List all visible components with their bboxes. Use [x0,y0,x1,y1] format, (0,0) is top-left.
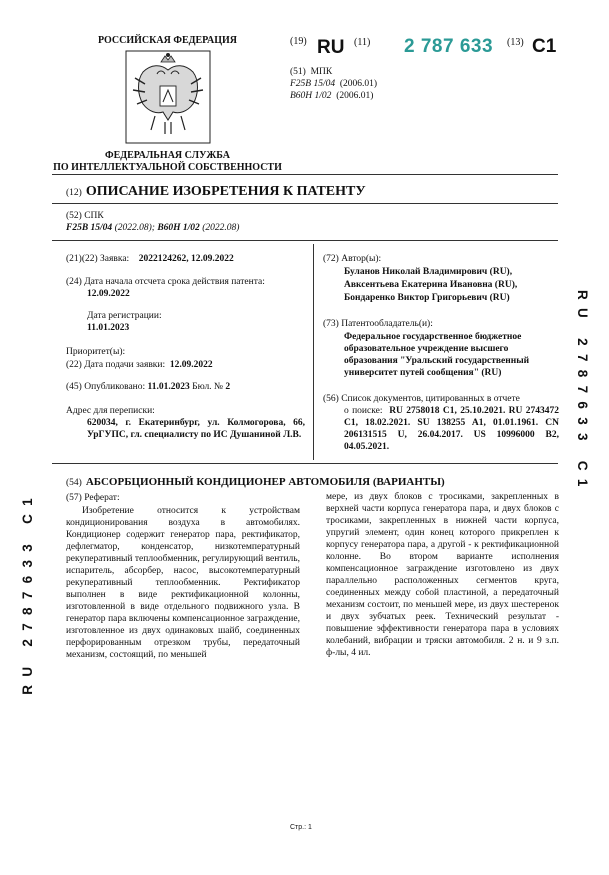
mpk-entry: F25B 15/04 (2006.01) [290,79,378,89]
authors-label: (72) Автор(ы): [323,254,382,264]
mpk-entry: B60H 1/02 (2006.01) [290,91,374,101]
inid-19: (19) [290,36,307,47]
cited-label: (56) Список документов, цитированных в отчете [323,394,520,404]
term-start-date: 12.09.2022 [87,289,130,299]
kind-code: C1 [532,36,557,57]
term-start: (24) Дата начала отсчета срока действия патента: [66,277,265,287]
author-name: Бондаренко Виктор Григорьевич (RU) [344,293,510,303]
abstract-label: (57) Реферат: [66,493,120,503]
column-divider [313,244,314,460]
spk-value: F25B 15/04 (2022.08); B60H 1/02 (2022.08) [66,223,240,233]
abstract-column-1: Изобретение относится к устройствам кондиционирования воздуха в автомобилях. Кондиционер содержит генератор пара, ректификатор, дефлегматор, конденсатор, низкотемпературный рекуперативный теплообменник, регулирующий вентиль, испаритель, абсорбер, насос, высокотемпературный рекуперативный теплообменник. Ректификатор выполнен в виде ректификационной колонны, изготовленной в виде отдельного подвижного узла. В генератор пара включены компенсационное заграждение, изготовленное из двух одинаковых шайб, соединенных перфорированным отрезком трубы, передаточный механизм, состоящий, по меньшей [66,506,300,660]
side-patent-code: RU 2787633 C1 [575,290,590,495]
coat-of-arms-emblem-icon [125,50,211,144]
author-name: Авксентьева Екатерина Ивановна (RU), [344,280,518,290]
side-patent-code: RU 2787633 C1 [20,490,35,695]
patent-number: 2 787 633 [404,36,494,57]
country-name: РОССИЙСКАЯ ФЕДЕРАЦИЯ [97,35,237,46]
owner-value: Федеральное государственное бюджетное образовательное учреждение высшего образования "Уральский государственный университет путей сообщения" (RU) [344,332,530,378]
publication: (45) Опубликовано: 11.01.2023 Бюл. № 2 [66,382,231,392]
country-code: RU [317,37,345,58]
priority-label: Приоритет(ы): [66,347,126,357]
divider [52,240,558,241]
address-value: 620034, г. Екатеринбург, ул. Колмогорова, 66, УрГУПС, гл. специалисту по ИС Душаниной Л.В. [87,418,305,440]
application: (21)(22) Заявка: 2022124262, 12.09.2022 [66,254,234,264]
inid-13: (13) [507,37,524,48]
filing-date: (22) Дата подачи заявки: 12.09.2022 [66,360,213,370]
address-label: Адрес для переписки: [66,406,155,416]
divider [52,174,558,175]
owner-label: (73) Патентообладатель(и): [323,319,433,329]
invention-title: (54) АБСОРБЦИОННЫЙ КОНДИЦИОНЕР АВТОМОБИЛЯ (ВАРИАНТЫ) [66,476,445,488]
agency-name: ФЕДЕРАЛЬНАЯ СЛУЖБА ПО ИНТЕЛЛЕКТУАЛЬНОЙ СОБСТВЕННОСТИ [53,150,282,173]
spk-heading: (52) СПК [66,211,104,221]
inid-11: (11) [354,37,371,48]
author-name: Буланов Николай Владимирович (RU), [344,267,513,277]
abstract-column-2: мере, из двух блоков с тросиками, закрепленных в верхней части корпуса генератора пара, и двух блоков с тросиками, закрепленных в нижней части корпуса, упругий элемент, один конец которого прикреплен к корпусу генератора пара, а другой - к ректификационной колонне. Во втором варианте исполнения компенсационное заграждение изготовлено из двух параллельно расположенных сегментов круга, соединенных между собой пластиной, а передаточный механизм состоит, по меньшей мере, из двух шестеренок и двух зубчатых реек. Технический результат - повышение эффективности генератора пара в условиях колебаний, вибрации и тряски автомобиля. 2 н. и 9 з.п. ф-лы, 4 ил. [326,492,559,658]
registration-label: Дата регистрации: [87,311,162,321]
divider [52,203,558,204]
document-title: (12) ОПИСАНИЕ ИЗОБРЕТЕНИЯ К ПАТЕНТУ [66,184,366,199]
cited-value: о поиске: RU 2758018 C1, 25.10.2021. RU 2743472 C1, 18.02.2021. SU 138255 A1, 01.01.1961. CN 206131515 U, 26.04.2017. US 10996000 B2, 04.05.2021. [344,406,559,452]
divider [52,463,558,464]
mpk-heading: (51) МПК [290,67,333,77]
page-number: Стр.: 1 [290,824,312,831]
registration-date: 11.01.2023 [87,323,130,333]
